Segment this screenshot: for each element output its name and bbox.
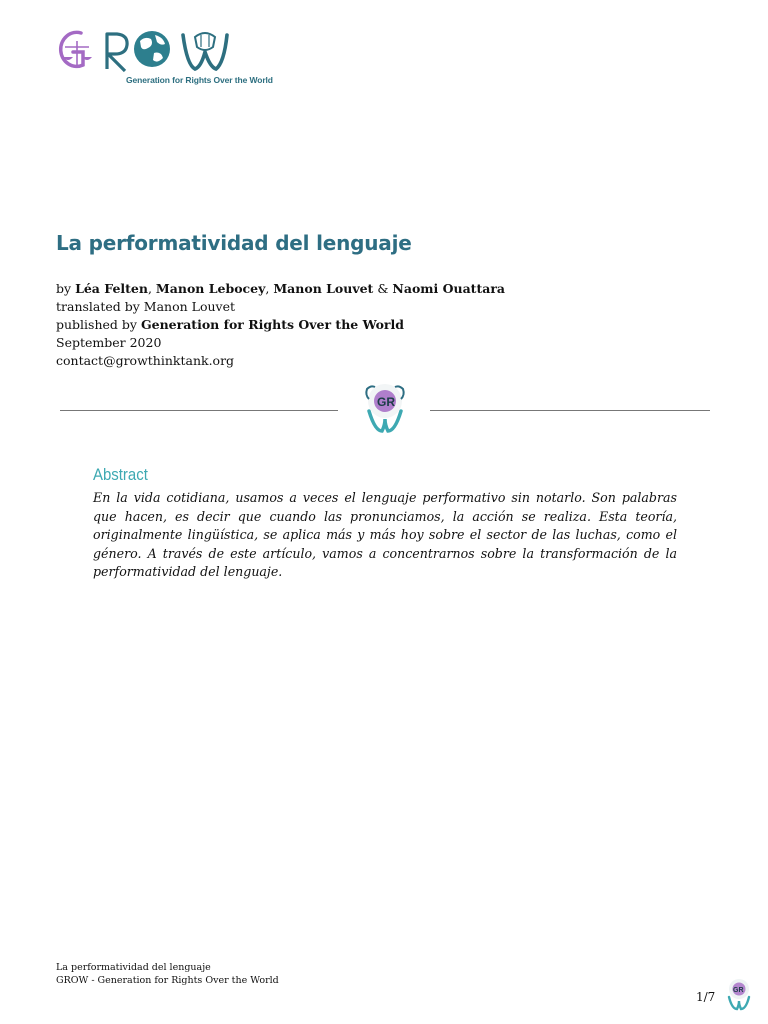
page-footer bbox=[56, 961, 279, 987]
footer-title: La performatividad del lenguaje bbox=[56, 962, 211, 973]
publisher-name: Generation for Rights Over the World bbox=[140, 317, 405, 332]
article-metadata bbox=[56, 280, 505, 370]
contact-email: contact@growthinktank.org bbox=[56, 353, 235, 368]
publication-date: September 2020 bbox=[56, 335, 162, 350]
author-name: Manon Louvet bbox=[273, 281, 374, 296]
publisher-prefix: published by bbox=[56, 317, 137, 332]
grow-mini-icon bbox=[723, 977, 755, 1011]
abstract-text: En la vida cotidiana, usamos a veces el lenguaje performativo sin notarlo. Son palabras que hacen, es decir que cuando las pronunciamos, la acción se realiza. Esta teoría, originalmente lingüística, se aplica más y más hoy sobre el sector de las luchas, como el género. A través de este artículo, vamos a concentrarnos sobre la transformación de la performatividad del lenguaje. bbox=[93, 490, 677, 579]
translator-line: translated by Manon Louvet bbox=[56, 299, 236, 314]
logo-tagline: Generation for Rights Over the World bbox=[126, 75, 273, 85]
divider-left bbox=[60, 410, 338, 411]
abstract-heading: Abstract bbox=[93, 465, 148, 484]
byline bbox=[56, 280, 505, 298]
author-separator: & bbox=[373, 281, 393, 296]
author-name: Naomi Ouattara bbox=[392, 281, 506, 296]
grow-logo-graphic bbox=[55, 27, 255, 75]
svg-text:GR: GR bbox=[377, 395, 395, 409]
author-separator: , bbox=[147, 281, 156, 296]
author-name: Manon Lebocey bbox=[155, 281, 266, 296]
grow-logo bbox=[55, 27, 273, 91]
divider-right bbox=[430, 410, 710, 411]
page-number: 1/7 bbox=[696, 990, 716, 1004]
svg-text:GR: GR bbox=[733, 987, 744, 994]
author-separator: , bbox=[265, 281, 274, 296]
footer-organization: GROW - Generation for Rights Over the World bbox=[56, 975, 279, 986]
grow-badge-icon bbox=[355, 381, 415, 435]
article-title: La performatividad del lenguaje bbox=[56, 231, 412, 255]
publisher-line bbox=[56, 316, 505, 334]
author-name: Léa Felten bbox=[75, 281, 148, 296]
byline-prefix: by bbox=[56, 281, 72, 296]
